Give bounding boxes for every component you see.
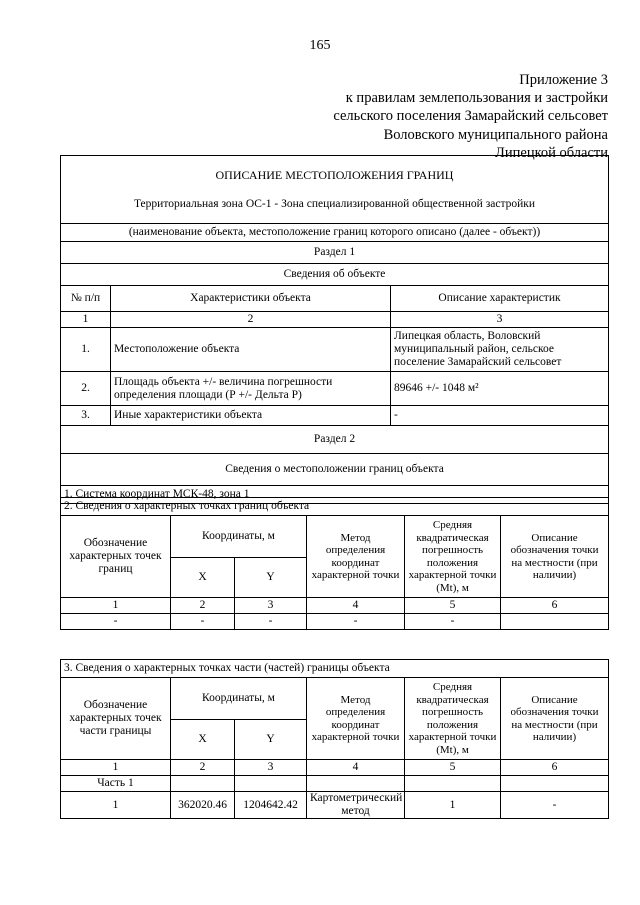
characteristic-name: Местоположение объекта [111,328,391,372]
appendix-line: к правилам землепользования и застройки [345,90,608,107]
table-row [61,792,609,819]
empty-cell [235,776,307,792]
column-number: 2 [171,598,235,614]
point-designation: 1 [61,792,171,819]
characteristic-name: Площадь объекта +/- величина погрешности определения площади (Р +/- Дельта Р) [111,372,391,406]
designation-header: Обозначение характерных точек части границы [61,678,171,760]
column-number: 1 [61,312,111,328]
empty-cell [501,776,609,792]
empty-cell [405,776,501,792]
characteristic-name: Иные характеристики объекта [111,406,391,426]
column-header: № п/п [61,286,111,312]
column-header: Характеристики объекта [111,286,391,312]
characteristic-value: - [391,406,609,426]
point-x: - [171,614,235,630]
section1-title: Раздел 1 [61,242,609,264]
method-header: Метод определения координат характерной точки [307,678,405,760]
column-number: 2 [171,760,235,776]
column-number: 3 [235,598,307,614]
point-designation: - [61,614,171,630]
column-number: 1 [61,760,171,776]
description-header: Описание обозначения точки на местности (при наличии) [501,678,609,760]
error-header: Средняя квадратическая погрешность положения характерной точки (Mt), м [405,678,501,760]
point-error: - [405,614,501,630]
part-points-title: 3. Сведения о характерных точках части (частей) границы объекта [61,660,609,678]
zone-name: Территориальная зона ОС-1 - Зона специализированной общественной застройки [133,197,536,210]
method-header: Метод определения координат характерной точки [307,516,405,598]
appendix-line: Воловского муниципального района [383,126,608,143]
page-number: 165 [309,38,331,53]
part-points-table [60,659,609,819]
y-header: Y [235,720,307,760]
characteristic-value: Липецкая область, Воловский муниципальный район, сельское поселение Замарайский сельсовет [391,328,609,372]
designation-header: Обозначение характерных точек границ [61,516,171,598]
coordinate-system: 1. Система координат МСК-48, зона 1 [61,486,609,504]
column-number: 5 [405,760,501,776]
point-error: 1 [405,792,501,819]
header-cell [61,156,609,224]
point-method: Картометрический метод [307,792,405,819]
table-row [61,372,609,406]
error-header: Средняя квадратическая погрешность положения характерной точки (Mt), м [405,516,501,598]
description-header: Описание обозначения точки на местности (при наличии) [501,516,609,598]
appendix-line: Приложение 3 [519,72,608,88]
row-number: 1. [61,328,111,372]
point-y: - [235,614,307,630]
section2-title: Раздел 2 [61,426,609,454]
column-number: 6 [501,760,609,776]
object-caption: (наименование объекта, местоположение границ которого описано (далее - объект)) [61,224,609,242]
point-description [501,614,609,630]
column-header: Описание характеристик [391,286,609,312]
empty-cell [307,776,405,792]
object-info-table [60,155,609,504]
table-row [61,776,609,792]
point-x: 362020.46 [171,792,235,819]
point-y: 1204642.42 [235,792,307,819]
point-method: - [307,614,405,630]
table-row [61,328,609,372]
x-header: X [171,720,235,760]
column-number: 5 [405,598,501,614]
column-number: 3 [391,312,609,328]
points-title: 2. Сведения о характерных точках границ объекта [61,498,609,516]
column-number: 4 [307,760,405,776]
section2-subtitle: Сведения о местоположении границ объекта [61,454,609,486]
column-number: 2 [111,312,391,328]
column-number: 6 [501,598,609,614]
row-number: 2. [61,372,111,406]
coords-header: Координаты, м [171,678,307,720]
x-header: X [171,558,235,598]
characteristic-value: 89646 +/- 1048 м² [391,372,609,406]
column-number: 1 [61,598,171,614]
table-row [61,406,609,426]
appendix-line: сельского поселения Замарайский сельсовет [333,108,608,125]
appendix-line: Липецкой области [495,144,608,161]
section1-subtitle: Сведения об объекте [61,264,609,286]
part-label: Часть 1 [61,776,171,792]
empty-cell [171,776,235,792]
coords-header: Координаты, м [171,516,307,558]
column-number: 3 [235,760,307,776]
y-header: Y [235,558,307,598]
row-number: 3. [61,406,111,426]
column-number: 4 [307,598,405,614]
table-row [61,614,609,630]
document-title: ОПИСАНИЕ МЕСТОПОЛОЖЕНИЯ ГРАНИЦ [215,167,454,182]
boundary-points-table [60,497,609,630]
appendix-heading [333,71,608,162]
point-description: - [501,792,609,819]
